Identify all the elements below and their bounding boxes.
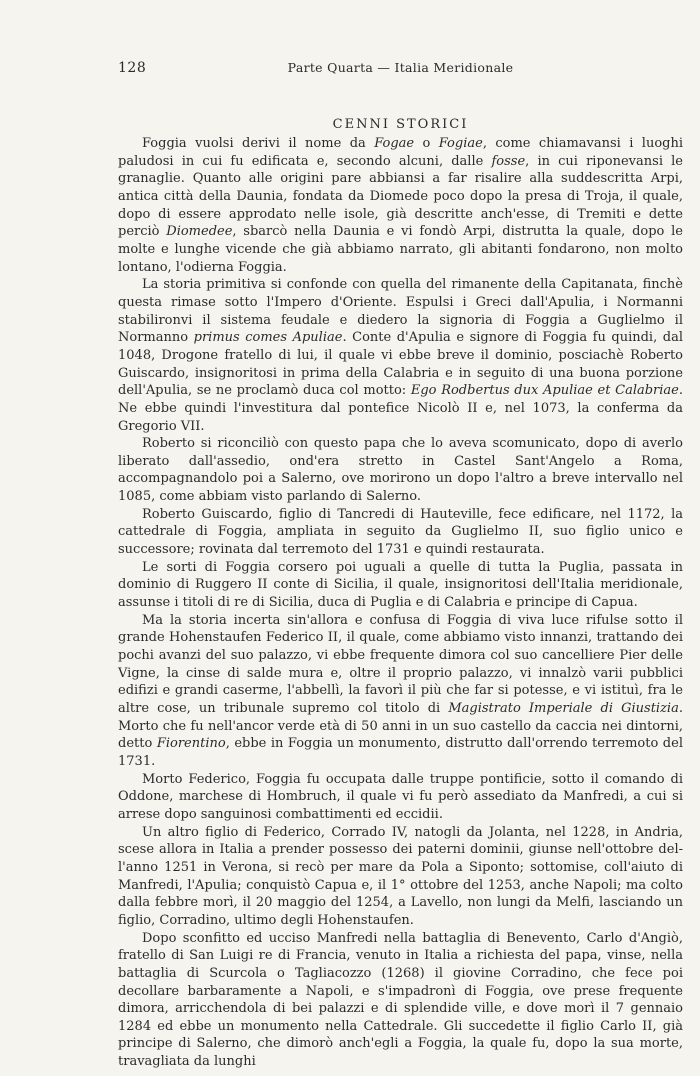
paragraph [118,135,683,276]
text-run: Foggia vuolsi derivi il nome da [142,136,375,151]
text-run: . Conte d'Apulia e signore di Foggia fu quindi, dal 1048, Drogone fratello di lui, il quale vi ebbe breve il dominio, posciachè Roberto Guiscardo, insignoritosi in prima della Calabria e in seguito di una buona porzione dell'Apulia, se ne proclamò duca col motto: [118,330,683,399]
paragraph [118,435,683,506]
paragraph [118,930,683,1071]
text-run: Ma la storia incerta sin'allora e confusa di Foggia di viva luce rifulse sotto il grande Hohenstaufen Federico II, il quale, come abbiamo visto innanzi, trattando dei pochi avanzi del suo palazzo, vi ebbe frequente dimora col suo cancelliere Pier delle Vigne, la cinse di salde mura e, oltre il proprio palazzo, vi innalzò varii pubblici edifizi e grandi caserme, l'abbellì, la favorì il più che far si potesse, e vi istituì, fra le altre cose, un tribunale supremo col titolo di [118,612,683,716]
body-text [118,135,683,1071]
text-run: Roberto Guiscardo, figlio di Tancredi di Hauteville, fece edificare, nel 1172, la cattedrale di Foggia, ampliata in seguito da Guglielmo II, suo figlio unico e successore; rovinata dal terremoto del 1731 e quindi restaurata. [118,506,683,558]
italic-text: primus comes Apuliae [193,330,343,346]
text-run: Le sorti di Foggia corsero poi uguali a quelle di tutta la Puglia, passata in dominio di Ruggero II conte di Sicilia, il quale, insignoritosi dell'Italia meridionale, assunse i titoli di re di Sicilia, duca di Puglia e di Calabria e principe di Capua. [118,559,683,611]
text-run: Roberto si riconciliò con questo papa che lo aveva scomunicato, dopo di averlo liberato dall'assedio, ond'era stretto in Castel Sant'Angelo a Roma, accompagnandolo poi a Salerno, ove morirono un dopo l'altro a breve intervallo nel 1085, come abbiam visto parlando di Salerno. [118,436,683,505]
section-title: CENNI STORICI [332,117,469,132]
text-run: o [414,136,439,151]
text-run: . Ne ebbe quindi l'investitura dal pontefice Nicolò II e, nel 1073, la conferma da Gregorio VII. [118,383,684,434]
text-run: , ebbe in Foggia un monumento, distrutto dall'orrendo terremoto del 1731. [118,736,683,769]
italic-text: Fogae [374,136,415,151]
text-run: , sbarcò nella Daunia e vi fondò Arpi, distrutta la quale, dopo le molte e lunghe vicende che già abbiamo narrato, gli abitanti fondarono, non molto lontano, l'odierna Foggia. [118,224,683,275]
text-run: , come chiamavansi i luoghi paludosi in cui fu edificata e, secondo alcuni, dalle [118,136,684,169]
paragraph [118,824,683,930]
paragraph [118,276,683,435]
running-title: Parte Quarta — Italia Meridionale [287,60,514,75]
page-number: 128 [118,60,147,76]
paragraph [118,559,683,612]
text-run: Dopo sconfitto ed ucciso Manfredi nella battaglia di Benevento, Carlo d'Angiò, fratello di San Luigi re di Francia, venuto in Italia a richiesta del papa, vinse, nella battaglia di Scurcola o Tagliacozzo (1268) il giovine Corradino, che fece poi decollare barbaramente a Napoli, e s'impadronì di Foggia, ove prese frequente dimora, arricchendola di bei palazzi e di splendide ville, e dove morì il 7 gennaio 1284 ed ebbe un monumento nella Cattedrale. Gli succedette il figlio Carlo II, già principe di Salerno, che dimorò anch'egli a Foggia, la quale fu, dopo la sua morte, travagliata da lunghi [118,930,683,1070]
italic-text: Fogiae [438,136,483,151]
text-run: Un altro figlio di Federico, Corrado IV, natogli da Jolanta, nel 1228, in Andria, scese allora in Italia a prender possesso dei paterni dominii, giunse nell'ottobre del-l'anno 1251 in Verona, si recò per mare da Pola a Siponto; sottomise, coll'aiuto di Manfredi, l'Apulia; conquistò Capua e, il 1° ottobre del 1253, anche Napoli; ma colto dalla febbre morì, il 20 maggio del 1254, a Lavello, non lungi da Melfi, lasciando un figlio, Corradino, ultimo degli Hohenstaufen. [118,824,683,928]
italic-text: Diomedee [166,224,233,240]
text-run: Morto Federico, Foggia fu occupata dalle truppe pontificie, sotto il comando di Oddone, marchese di Hombruch, il quale vi fu però assediato da Manfredi, a cui si arrese dopo sanguinosi combattimenti ed eccidii. [118,771,683,822]
italic-text: Magistrato Imperiale di Giustizia [448,701,679,716]
paragraph [118,506,683,559]
italic-text: Fiorentino [156,736,226,752]
italic-text: fosse [491,153,526,169]
paragraph [118,612,683,771]
page-header [118,60,683,80]
italic-text: Ego Rodbertus dux Apuliae et Calabriae [410,383,679,399]
text-run: , in cui riponevansi le granaglie. Quanto alle origini pare abbiansi a far risalire alla suddescritta Arpi, antica città della Daunia, fondata da Diomede poco dopo la presa di Troja, il quale, dopo di essere approdato nelle isole, già descritte anch'esse, di Tremiti e dette perciò [118,153,683,240]
paragraph [118,771,683,824]
text-run: La storia primitiva si confonde con quella del rimanente della Capitanata, finchè questa rimase sotto l'Impero d'Oriente. Espulsi i Greci dall'Apulia, i Normanni stabilironvi il sistema feudale e diedero la signoria di Foggia a Guglielmo il Normanno [118,277,683,346]
text-run: . Morto che fu nell'ancor verde età di 50 anni in un suo castello da caccia nei dintorni, detto [118,701,683,752]
